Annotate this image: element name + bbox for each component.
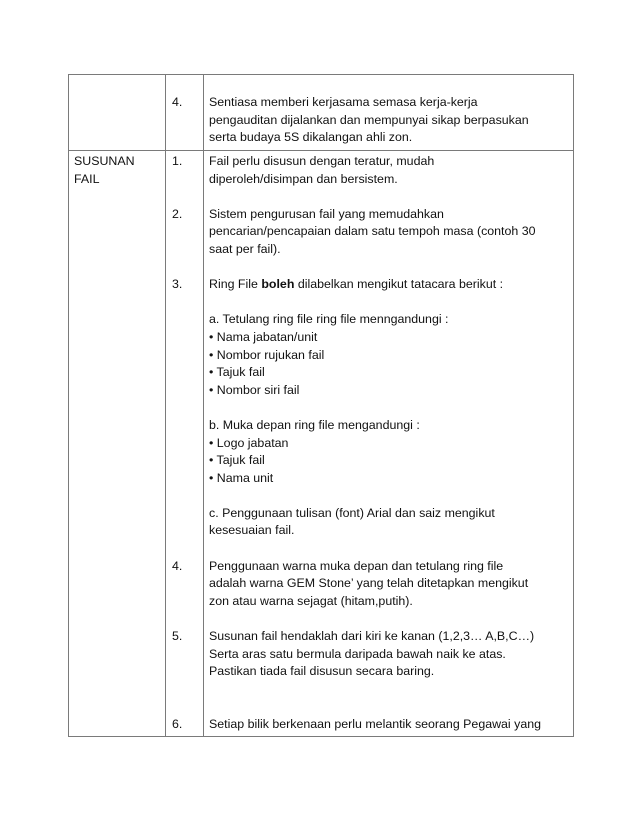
item-number: 1. (172, 154, 183, 168)
sub-heading: b. Muka depan ring file mengandungi : (209, 417, 420, 432)
intro-text: dilabelkan mengikut tatacara berikut : (294, 277, 504, 292)
bullet-item: • Nama jabatan/unit (209, 329, 318, 344)
intro-bold-text: boleh (261, 277, 295, 292)
item-number: 4. (172, 558, 183, 573)
text-line: kesesuaian fail. (209, 523, 295, 538)
bullet-item: • Tajuk fail (209, 365, 265, 380)
text-line: serta budaya 5S dikalangan ahli zon. (209, 130, 413, 145)
bullet-item: • Nombor rujukan fail (209, 347, 325, 362)
text-line: pengauditan dijalankan dan mempunyai sikap berpasukan (209, 112, 529, 127)
bullet-item: • Tajuk fail (209, 453, 265, 468)
bullet-item: • Logo jabatan (209, 435, 289, 450)
text-line: diperoleh/disimpan dan bersistem. (209, 171, 398, 186)
section-cell (69, 151, 166, 737)
section-title: FAIL (74, 171, 100, 186)
text-line: adalah warna GEM Stone’ yang telah ditetapkan mengikut (209, 576, 529, 591)
text-line: Sentiasa memberi kerjasama semasa kerja-kerja (209, 95, 478, 109)
text-line: pencarian/pencapaian dalam satu tempoh masa (contoh 30 (209, 224, 536, 239)
number-cell (166, 75, 204, 151)
text-line: zon atau warna sejagat (hitam,putih). (209, 593, 413, 608)
sub-heading: c. Penggunaan tulisan (font) Arial dan saiz mengikut (209, 505, 495, 520)
text-line: Setiap bilik berkenaan perlu melantik seorang Pegawai yang (209, 717, 542, 731)
item-number: 3. (172, 277, 183, 292)
section-cell-empty (69, 75, 166, 151)
item-number: 6. (172, 717, 183, 731)
item-number: 4. (172, 95, 183, 109)
table-row (69, 151, 574, 737)
intro-text: Ring File (209, 277, 262, 292)
content-table (68, 74, 574, 737)
item-number: 5. (172, 629, 183, 644)
sub-heading: a. Tetulang ring file ring file menngandungi : (209, 312, 449, 327)
text-cell (204, 151, 574, 737)
text-line (209, 276, 571, 294)
item-number: 2. (172, 206, 183, 221)
text-line: Susunan fail hendaklah dari kiri ke kanan (1,2,3… A,B,C…) (209, 629, 535, 644)
bullet-item: • Nombor siri fail (209, 382, 300, 397)
number-cell (166, 151, 204, 737)
table-row (69, 75, 574, 151)
text-line: Penggunaan warna muka depan dan tetulang ring file (209, 558, 504, 573)
text-line: Fail perlu disusun dengan teratur, mudah (209, 154, 435, 168)
text-line: Pastikan tiada fail disusun secara baring. (209, 664, 435, 679)
text-cell (204, 75, 574, 151)
text-line: Sistem pengurusan fail yang memudahkan (209, 206, 444, 221)
text-line: Serta aras satu bermula daripada bawah naik ke atas. (209, 646, 506, 661)
text-line: saat per fail). (209, 241, 281, 256)
bullet-item: • Nama unit (209, 470, 274, 485)
section-title: SUSUNAN (74, 154, 135, 168)
